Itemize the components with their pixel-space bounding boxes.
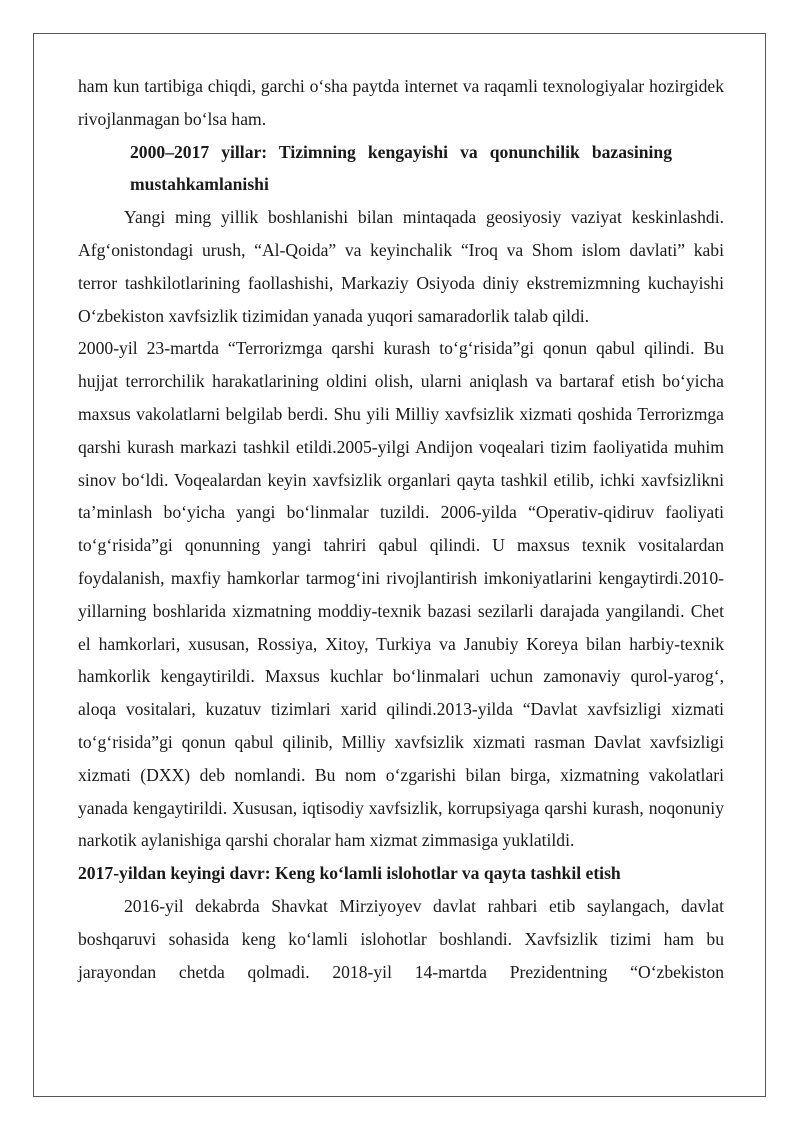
paragraph-laws: 2000-yil 23-martda “Terrorizmga qarshi kurash to‘g‘risida”gi qonun qabul qilindi. Bu hujjat terrorchilik harakatlarining oldini olish, ularni aniqlash va bartaraf etish bo‘yicha maxsus vakolatlarni belgilab berdi. Shu yili Milliy xavfsizlik xizmati qoshida Terrorizmga qarshi kurash markazi tashkil etildi.2005-yilgi Andijon voqealari tizim faoliyatida muhim sinov bo‘ldi. Voqealardan keyin xavfsizlik organlari qayta tashkil etilib, ichki xavfsizlikni ta’minlash bo‘yicha yangi bo‘linmalar tuzildi. 2006-yilda “Operativ-qidiruv faoliyati to‘g‘risida”gi qonunning yangi tahriri qabul qilindi. U maxsus texnik vositalardan foydalanish, maxfiy hamkorlar tarmog‘ini rivojlantirish imkoniyatlarini kengaytirdi.2010-yillarning boshlarida xizmatning moddiy-texnik bazasi sezilarli darajada yangilandi. Chet el hamkorlari, xususan, Rossiya, Xitoy, Turkiya va Janubiy Koreya bilan harbiy-texnik hamkorlik kengaytirildi. Maxsus kuchlar bo‘linmalari uchun zamonaviy qurol-yarog‘, aloqa vositalari, kuzatuv tizimlari xarid qilindi.2013-yilda “Davlat xavfsizligi xizmati to‘g‘risida”gi qonun qabul qilinib, Milliy xavfsizlik xizmati rasman Davlat xavfsizligi xizmati (DXX) deb nomlandi. Bu nom o‘zgarishi bilan birga, xizmatning vakolatlari yanada kengaytirildi. Xususan, iqtisodiy xavfsizlik, korrupsiyaga qarshi kurash, noqonuniy narkotik aylanishiga qarshi choralar ham xizmat zimmasiga yuklatildi.	[78, 338, 724, 851]
document-body	[78, 70, 724, 988]
paragraph-continuation: ham kun tartibiga chiqdi, garchi o‘sha paytda internet va raqamli texnologiyalar hozirgidek rivojlanmagan bo‘lsa ham.	[78, 76, 724, 129]
section-heading-2017: 2017-yildan keyingi davr: Keng ko‘lamli islohotlar va qayta tashkil etish	[78, 863, 621, 884]
paragraph-reforms: 2016-yil dekabrda Shavkat Mirziyoyev davlat rahbari etib saylangach, davlat boshqaruvi sohasida keng ko‘lamli islohotlar boshlandi. Xavfsizlik tizimi ham bu jarayondan chetda qolmadi. 2018-yil 14-martda Prezidentning “O‘zbekiston	[78, 895, 724, 982]
section-heading-2000-2017: 2000–2017 yillar: Tizimning kengayishi va qonunchilik bazasining mustahkamlanishi	[130, 141, 672, 195]
paragraph-geopolitics: Yangi ming yillik boshlanishi bilan mintaqada geosiyosiy vaziyat keskinlashdi. Afg‘onistondagi urush, “Al-Qoida” va keyinchalik “Iroq va Shom islom davlati” kabi terror tashkilotlarining faollashishi, Markaziy Osiyoda diniy ekstremizmning kuchayishi O‘zbekiston xavfsizlik tizimidan yanada yuqori samaradorlik talab qildi.	[78, 207, 724, 326]
